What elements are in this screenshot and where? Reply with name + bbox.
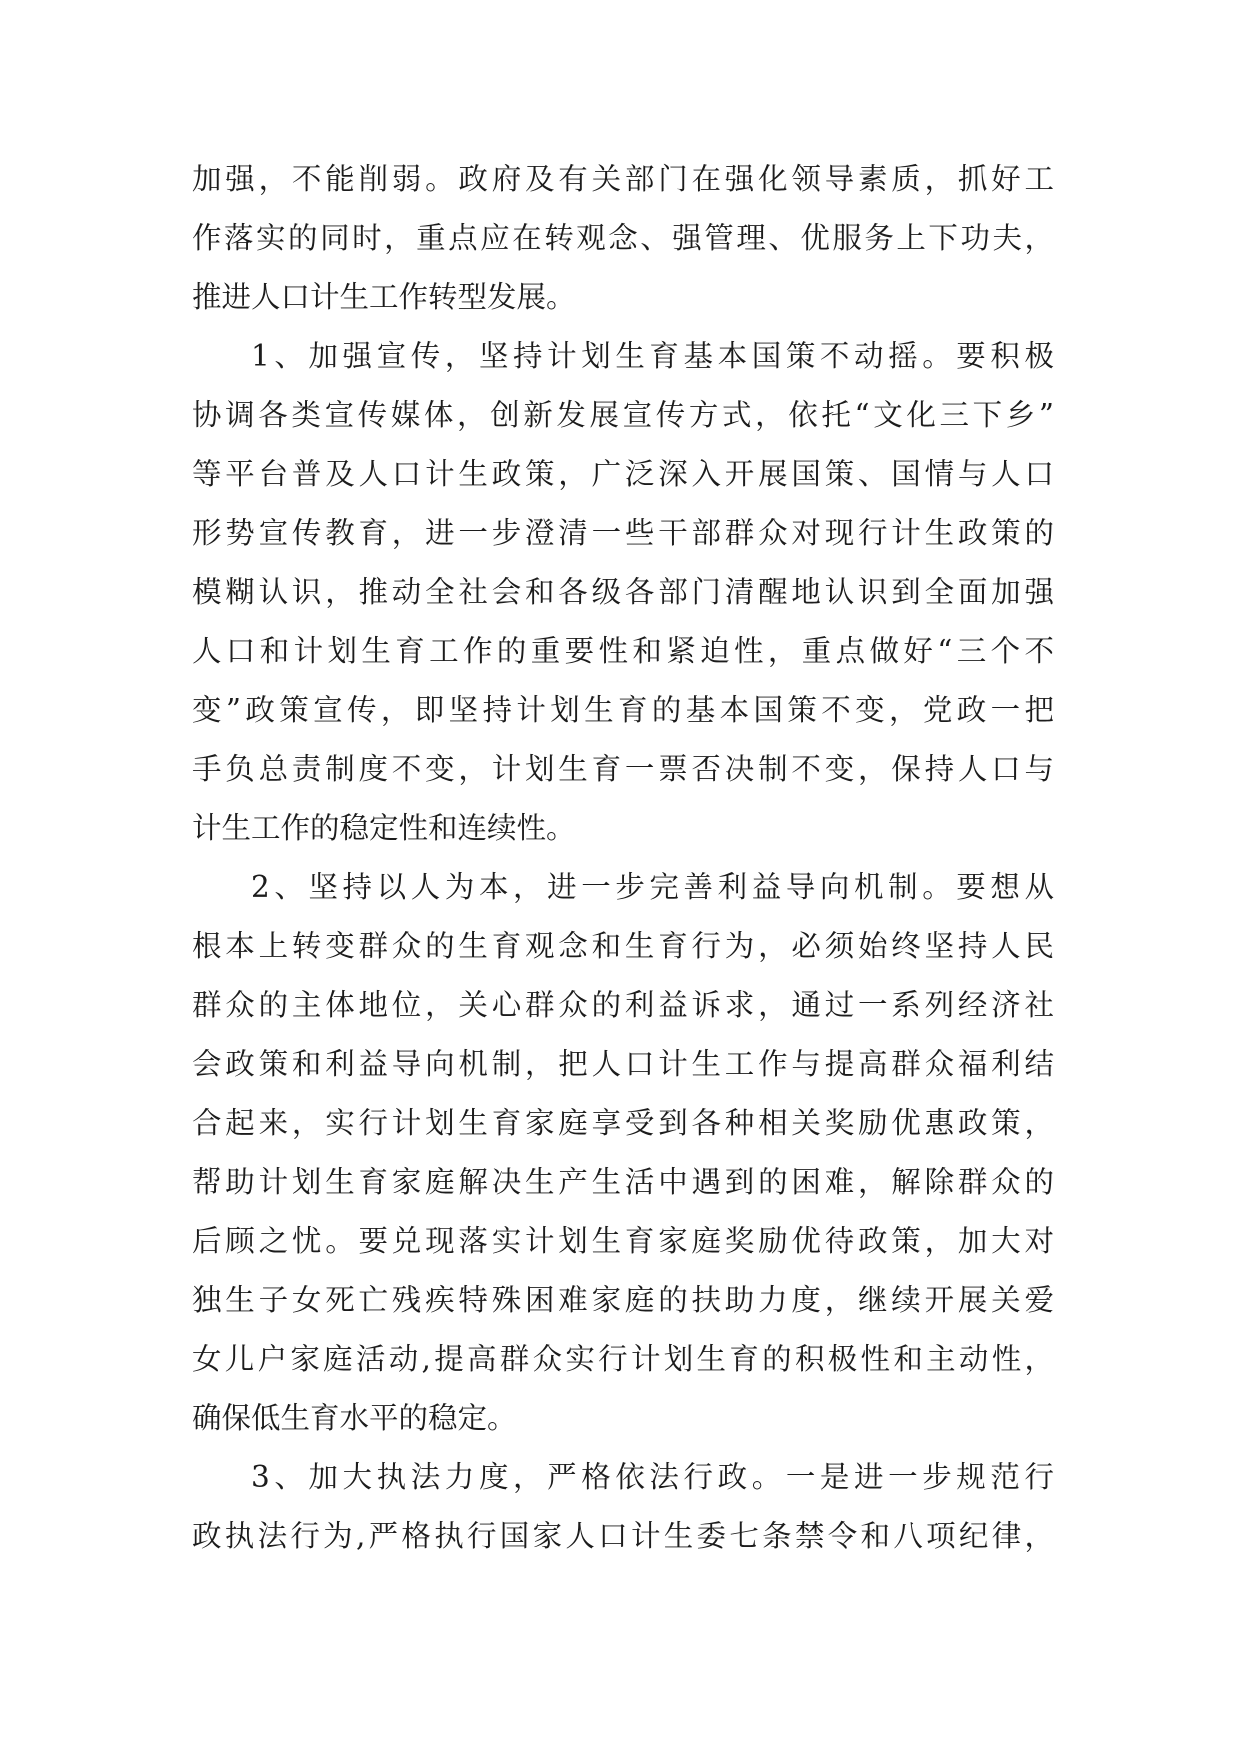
text-line: 根本上转变群众的生育观念和生育行为，必须始终坚持人民 — [192, 929, 1054, 963]
text-line: 合起来，实行计划生育家庭享受到各种相关奖励优惠政策， — [192, 1106, 1054, 1140]
text-line: 协调各类宣传媒体，创新发展宣传方式，依托“文化三下乡” — [192, 398, 1054, 432]
text-line: 政执法行为,严格执行国家人口计生委七条禁令和八项纪律， — [192, 1519, 1054, 1553]
text-line: 会政策和利益导向机制，把人口计生工作与提高群众福利结 — [192, 1047, 1054, 1081]
text-line: 加强，不能削弱。政府及有关部门在强化领导素质，抓好工 — [192, 162, 1054, 196]
text-line: 作落实的同时，重点应在转观念、强管理、优服务上下功夫， — [192, 221, 1054, 255]
body-text — [192, 150, 1054, 1566]
text-line: 等平台普及人口计生政策，广泛深入开展国策、国情与人口 — [192, 457, 1054, 491]
paragraph-3-heading-line: 3、加大执法力度，严格依法行政。一是进一步规范行 — [251, 1460, 1054, 1494]
paragraph-2-heading-line: 2、坚持以人为本，进一步完善利益导向机制。要想从 — [251, 870, 1054, 904]
text-line: 变”政策宣传，即坚持计划生育的基本国策不变，党政一把 — [192, 693, 1054, 727]
text-line: 独生子女死亡残疾特殊困难家庭的扶助力度，继续开展关爱 — [192, 1283, 1054, 1317]
text-line: 推进人口计生工作转型发展。 — [192, 280, 576, 314]
text-line: 模糊认识，推动全社会和各级各部门清醒地认识到全面加强 — [192, 575, 1054, 609]
text-line: 人口和计划生育工作的重要性和紧迫性，重点做好“三个不 — [192, 634, 1054, 668]
text-line: 计生工作的稳定性和连续性。 — [192, 811, 576, 845]
text-line: 确保低生育水平的稳定。 — [192, 1401, 517, 1435]
text-line: 女儿户家庭活动,提高群众实行计划生育的积极性和主动性， — [192, 1342, 1054, 1376]
paragraph-1-heading-line: 1、加强宣传，坚持计划生育基本国策不动摇。要积极 — [251, 339, 1054, 373]
text-line: 形势宣传教育，进一步澄清一些干部群众对现行计生政策的 — [192, 516, 1054, 550]
text-line: 帮助计划生育家庭解决生产生活中遇到的困难，解除群众的 — [192, 1165, 1054, 1199]
text-line: 手负总责制度不变，计划生育一票否决制不变，保持人口与 — [192, 752, 1054, 786]
text-line: 后顾之忧。要兑现落实计划生育家庭奖励优待政策，加大对 — [192, 1224, 1054, 1258]
text-line: 群众的主体地位，关心群众的利益诉求，通过一系列经济社 — [192, 988, 1054, 1022]
